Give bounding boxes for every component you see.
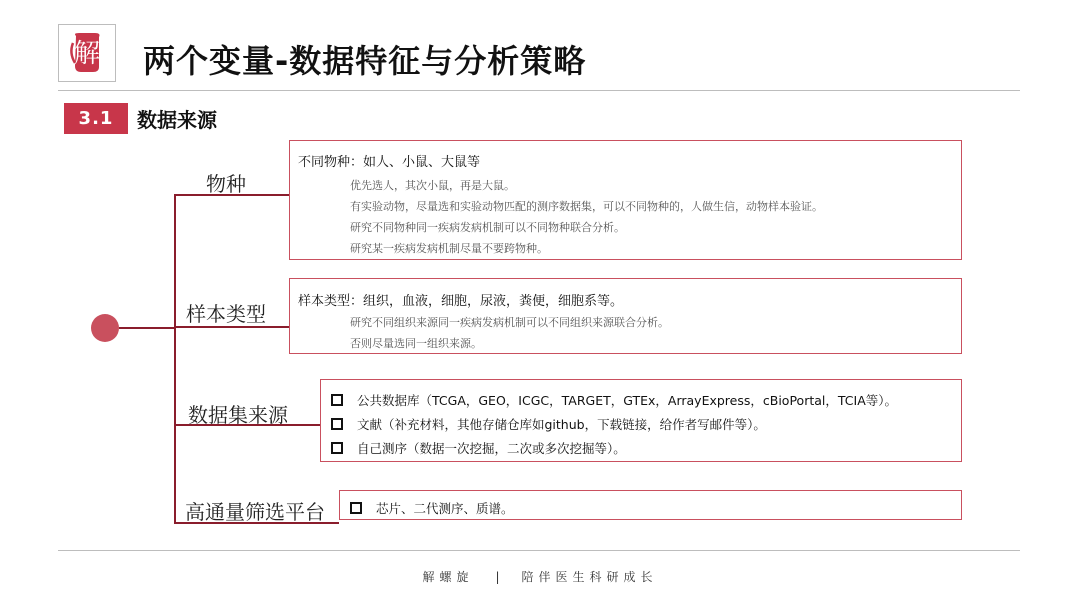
list-item: [331, 391, 897, 409]
list-item: [331, 415, 766, 433]
dataset-source-item: 自己测序（数据一次挖掘，二次或多次挖掘等）。: [357, 441, 626, 456]
species-box-heading: 不同物种：如人、小鼠、大鼠等: [298, 155, 481, 170]
footer: [0, 568, 1080, 585]
square-bullet-icon: [350, 502, 362, 514]
footer-brand: 解螺旋: [422, 570, 474, 584]
page-title: 两个变量-数据特征与分析策略: [143, 42, 587, 80]
logo: [58, 24, 116, 82]
square-bullet-icon: [331, 418, 343, 430]
seal-logo-icon: [59, 25, 115, 81]
tree-root-node: [91, 314, 119, 342]
sample-type-note: 研究不同组织来源同一疾病发病机制可以不同组织来源联合分析。: [350, 316, 669, 329]
tree-trunk-line: [174, 194, 176, 524]
list-item: [350, 499, 514, 517]
species-detail-box: [289, 140, 962, 260]
header-divider: [58, 90, 1020, 91]
section-title: 数据来源: [137, 108, 217, 132]
sample-type-note: 否则尽量选同一组织来源。: [350, 337, 482, 350]
list-item: [331, 439, 626, 457]
square-bullet-icon: [331, 442, 343, 454]
dataset-source-item: 文献（补充材料，其他存储仓库如github，下载链接，给作者写邮件等）。: [357, 417, 766, 432]
species-note: 研究某一疾病发病机制尽量不要跨物种。: [350, 242, 548, 255]
platform-item: 芯片、二代测序、质谱。: [376, 501, 514, 516]
footer-separator: |: [495, 570, 500, 584]
species-note: 研究不同物种同一疾病发病机制可以不同物种联合分析。: [350, 221, 625, 234]
category-label-platform: 高通量筛选平台: [185, 500, 325, 524]
dataset-source-detail-box: [320, 379, 962, 462]
category-label-species: 物种: [206, 172, 246, 196]
species-note: 优先选人，其次小鼠，再是大鼠。: [350, 179, 515, 192]
sample-type-detail-box: [289, 278, 962, 354]
root-connector: [119, 327, 175, 329]
dataset-source-item: 公共数据库（TCGA，GEO，ICGC，TARGET，GTEx，ArrayExpress，cBioPortal，TCIA等）。: [357, 393, 897, 408]
platform-detail-box: [339, 490, 962, 520]
footer-divider: [58, 550, 1020, 551]
square-bullet-icon: [331, 394, 343, 406]
category-label-dataset-source: 数据集来源: [188, 403, 288, 427]
svg-text:解: 解: [73, 39, 101, 69]
footer-slogan: 陪伴医生科研成长: [521, 570, 658, 584]
category-label-sample-type: 样本类型: [186, 302, 266, 326]
sample-type-box-heading: 样本类型：组织，血液，细胞，尿液，粪便，细胞系等。: [298, 294, 624, 309]
section-number-badge: 3.1: [64, 103, 128, 134]
species-note: 有实验动物，尽量选和实验动物匹配的测序数据集，可以不同物种的，人做生信，动物样本验证。: [350, 200, 823, 213]
